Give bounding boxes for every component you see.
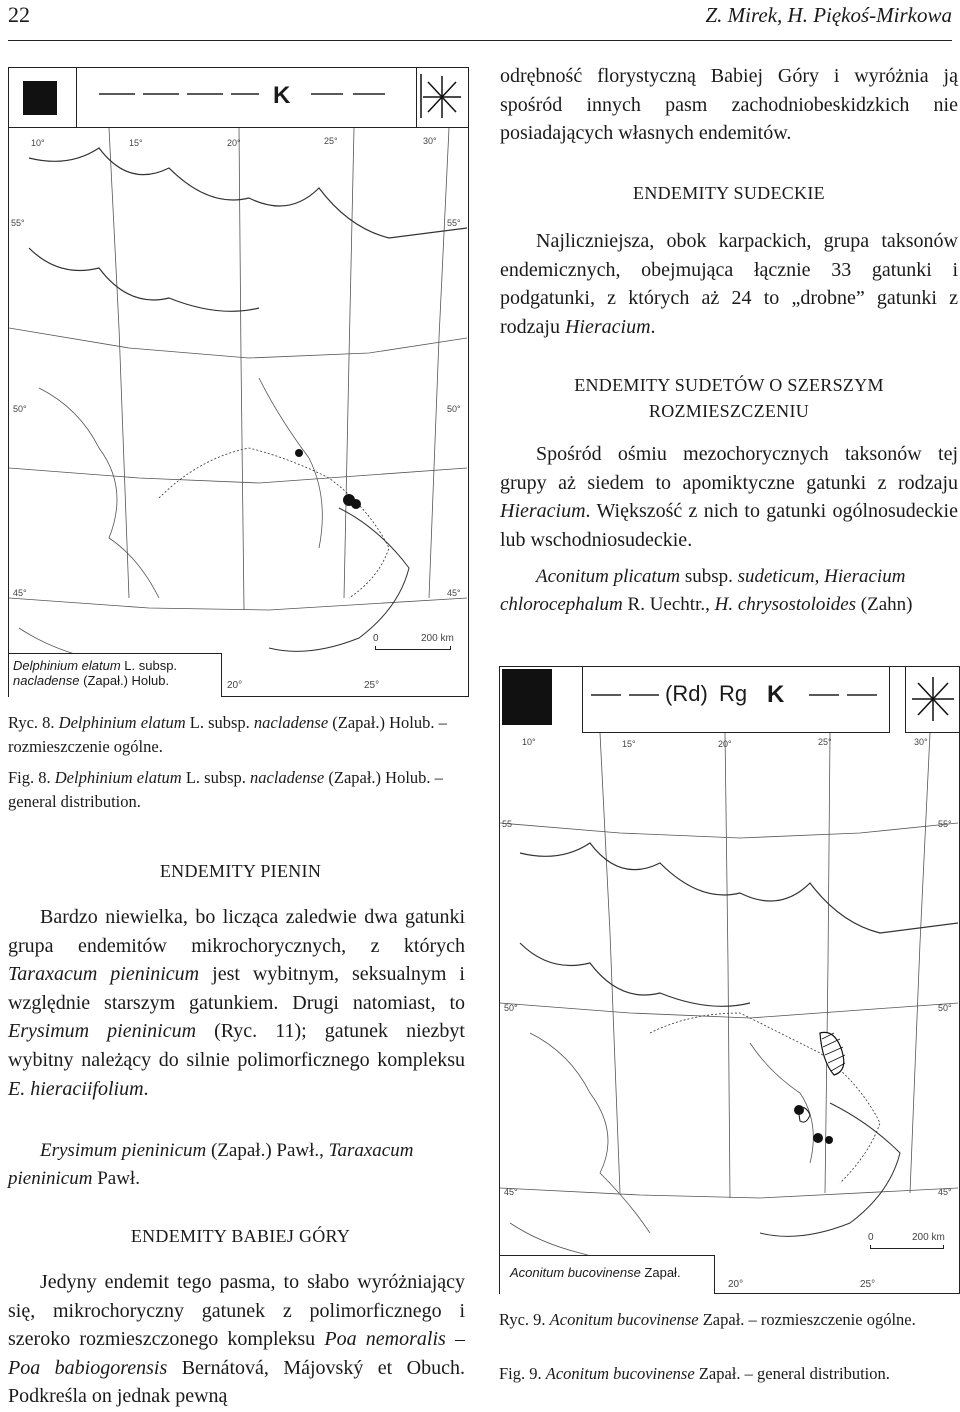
paragraph-babia-gora: Jedyny endemit tego pasma, to słabo wyróżniający się, mikrochoryczny gatunek z polimorficznego i szeroko rozmieszczonego kompleksu Poa nemoralis – Poa babiogorensis Bernátová, Májovský et Obuch. Podkreśla on jednak pewną — [8, 1271, 466, 1408]
paragraph-pienin: Bardzo niewielka, bo licząca zaledwie dwa gatunki grupa endemitów mikrochorycznych, z których Taraxacum pieninicum jest wybitnym, seksualnym i względnie starszym gatunkiem. Drugi natomiast, to Erysimum pieninicum (Ryc. 11); gatunek niezbyt wybitny należący do silnie polimorficznego kompleksu E. hieraciifolium. — [8, 906, 465, 1100]
map-occurrence-dot — [794, 1105, 804, 1115]
paragraph-sudeckie: Najliczniejsza, obok karpackich, grupa taksonów endemicznych, obejmująca łącznie 33 gatunki i podgatunki, z których aż 24 to „drobne” gatunki z rodzaju Hieracium. — [500, 230, 958, 338]
map-legend-bar — [500, 667, 959, 733]
header-rule — [8, 40, 952, 41]
page-number: 22 — [8, 2, 30, 27]
map-figure-9: (Rd) Rg K 10° 15° 20° 25° 30° 55 55° 50° 50° 45° 45° 0 200 km 20° 25° Aconitum bucovinense Zapał. — [499, 666, 960, 1294]
legend-distribution-row — [77, 68, 417, 128]
map-outline-europe — [9, 128, 467, 696]
heading-endemity-sudeckie: ENDEMITY SUDECKIE — [633, 183, 825, 203]
legend-filled-square — [500, 667, 556, 733]
paragraph-szerszym: Spośród ośmiu mezochorycznych taksonów tej grupy aż siedem to apomiktyczne gatunki z rodzaju Hieracium. Większość z nich to gatunki ogólnosudeckie lub wschodniosudeckie. — [500, 443, 958, 551]
legend-k-letter: K — [767, 681, 785, 708]
legend-filled-square — [9, 68, 77, 128]
paragraph-intro: odrębność florystyczną Babiej Góry i wyróżnia ją spośród innych pasm zachodniobeskidzkich nie posiadających własnych endemitów. — [500, 65, 958, 145]
map-figure-8: K 10° 15° 20° 25° 30° 55° 55° 50° 50° 45° 45° 0 200 km 20° 25° Delphinium elatum L. subsp. nacladense (Zapał.) Holub. — [8, 67, 469, 697]
figure-9-caption-en: Fig. 9. Aconitum bucovinense Zapał. – general distribution. — [499, 1364, 890, 1383]
heading-endemity-babiej-gory: ENDEMITY BABIEJ GÓRY — [130, 1226, 351, 1246]
map-legend-bar — [9, 68, 468, 128]
species-list-sudety: Aconitum plicatum subsp. sudeticum, Hieracium chlorocephalum R. Uechtr., H. chrysostoloides (Zahn) — [500, 566, 913, 615]
legend-rg: Rg — [719, 681, 748, 706]
heading-sudety-szerszym: ENDEMITY SUDETÓW O SZERSZYM ROZMIESZCZENIU — [574, 375, 884, 421]
figure-9-caption-pl: Ryc. 9. Aconitum bucovinense Zapał. – rozmieszczenie ogólne. — [499, 1310, 916, 1329]
heading-endemity-pienin: ENDEMITY PIENIN — [159, 861, 322, 881]
legend-star-icon — [905, 667, 960, 733]
figure-8-caption-en: Fig. 8. Delphinium elatum L. subsp. nacladense (Zapał.) Holub. – general distribution. — [8, 768, 443, 811]
species-list-pienin: Erysimum pieninicum (Zapał.) Pawł., Taraxacum pieninicum Pawł. — [8, 1140, 414, 1189]
map-taxon-label: Delphinium elatum L. subsp. nacladense (Zapał.) Holub. — [9, 653, 222, 697]
map-outline-europe — [500, 733, 958, 1293]
map-occurrence-dot — [295, 449, 303, 457]
legend-k-letter: K — [273, 82, 291, 109]
legend-star-icon — [417, 68, 469, 128]
map-taxon-label: Aconitum bucovinense Zapał. — [500, 1255, 715, 1294]
running-header-authors: Z. Mirek, H. Piękoś-Mirkowa — [705, 3, 952, 27]
figure-8-caption-pl: Ryc. 8. Delphinium elatum L. subsp. nacladense (Zapał.) Holub. – rozmieszczenie ogólne. — [8, 713, 447, 756]
legend-rd: (Rd) — [665, 681, 708, 706]
legend-distribution-row — [582, 667, 890, 733]
